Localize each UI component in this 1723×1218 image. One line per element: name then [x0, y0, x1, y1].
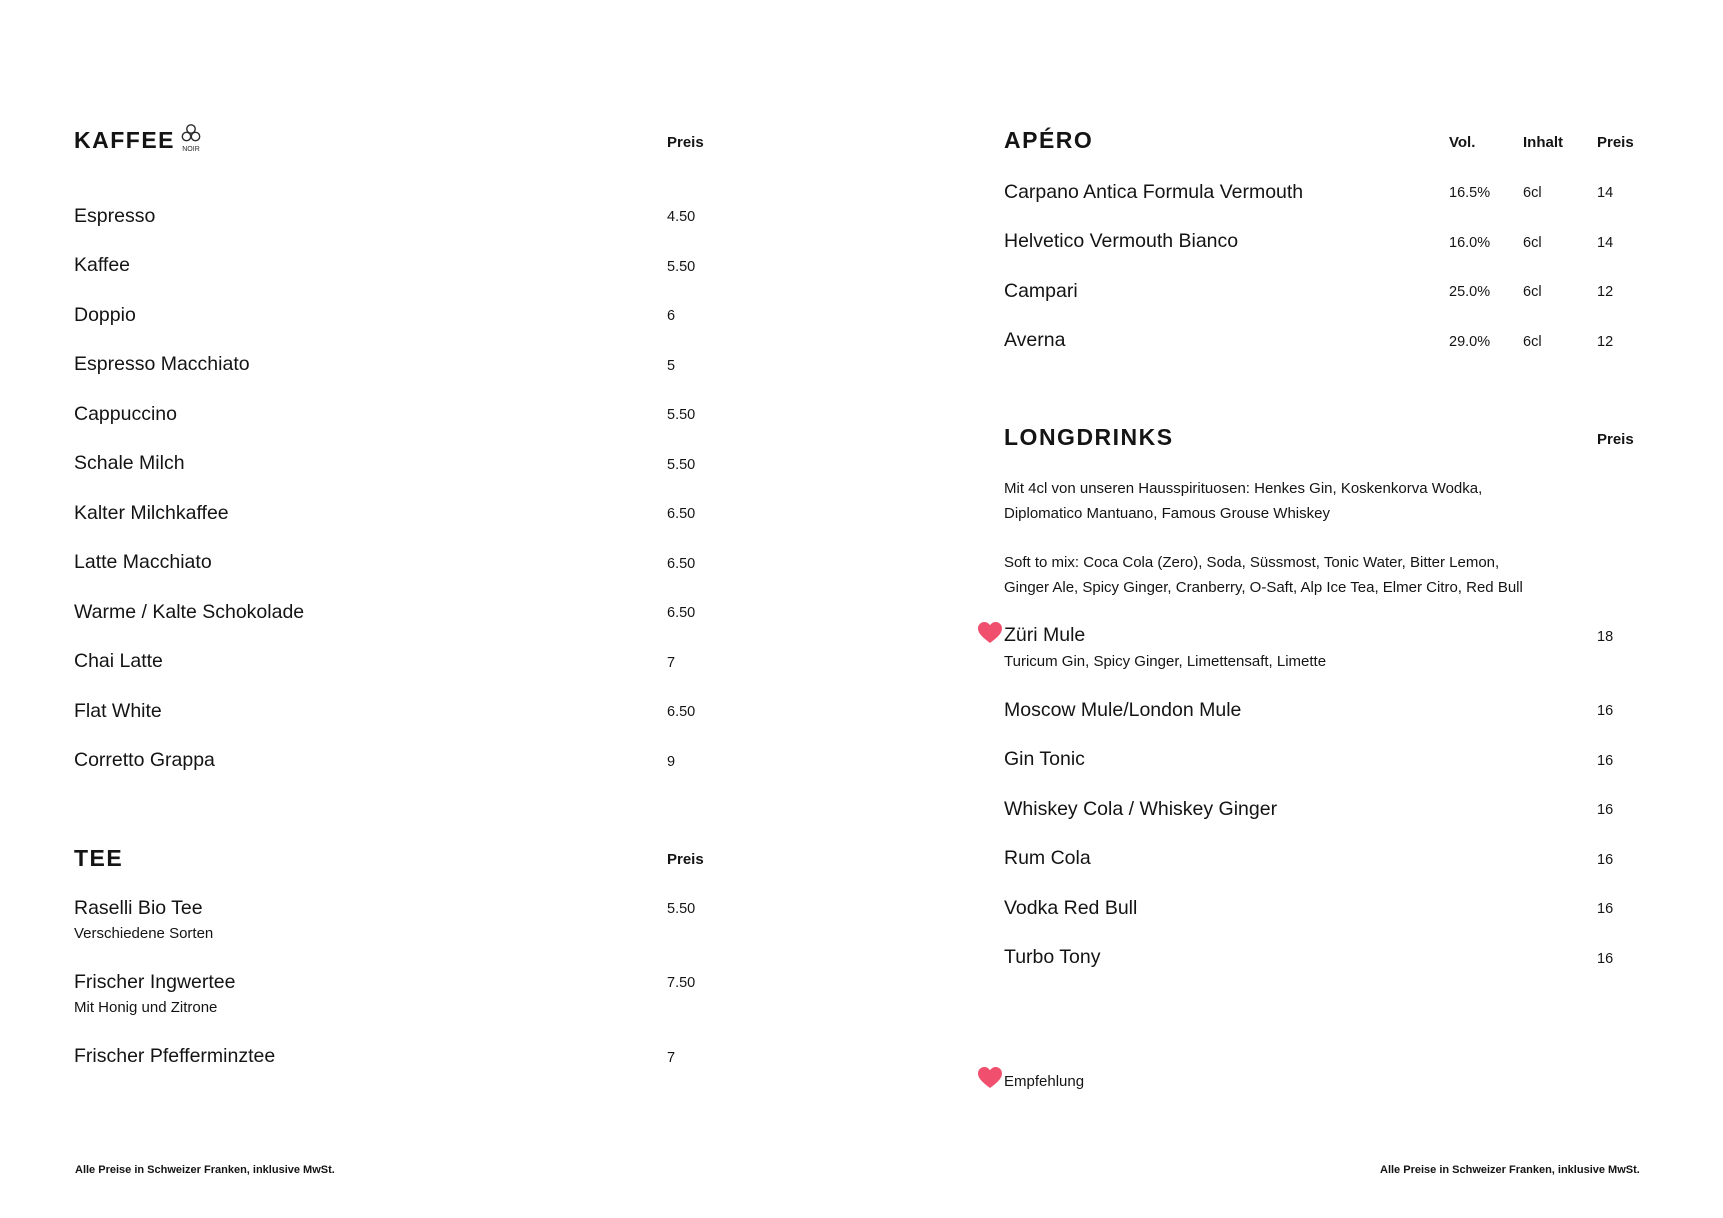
tee-item-description: Mit Honig und Zitrone: [74, 999, 218, 1016]
kaffee-item-name: Kaffee: [74, 254, 131, 276]
longdrinks-item-name: Turbo Tony: [1004, 946, 1101, 968]
apero-item-price: 14: [1597, 185, 1614, 201]
kaffee-item-price: 7: [667, 655, 676, 671]
kaffee-item-price: 5.50: [667, 259, 696, 275]
kaffee-item-name: Corretto Grappa: [74, 749, 215, 771]
kaffee-item-name: Flat White: [74, 700, 162, 722]
longdrinks-item-name: Moscow Mule/London Mule: [1004, 699, 1242, 721]
tee-item-name: Raselli Bio Tee: [74, 897, 203, 919]
apero-item-name: Helvetico Vermouth Bianco: [1004, 230, 1239, 252]
kaffee-item-name: Kalter Milchkaffee: [74, 502, 229, 524]
longdrinks-item-price: 16: [1597, 901, 1614, 917]
apero-item-inhalt: 6cl: [1523, 235, 1542, 251]
kaffee-item-price: 5.50: [667, 457, 696, 473]
apero-item-price: 12: [1597, 334, 1614, 350]
footer-right-note: Alle Preise in Schweizer Franken, inklusive MwSt.: [1380, 1164, 1640, 1176]
apero-item-name: Averna: [1004, 329, 1066, 351]
tee-price-header: Preis: [667, 851, 704, 868]
noir-logo-icon: [178, 122, 204, 154]
longdrinks-item-price: 16: [1597, 703, 1614, 719]
apero-item-price: 12: [1597, 284, 1614, 300]
kaffee-item-name: Espresso: [74, 205, 156, 227]
heart-icon: [978, 622, 1002, 644]
kaffee-title: KAFFEE: [74, 127, 175, 153]
tee-item-price: 5.50: [667, 901, 696, 917]
apero-title: APÉRO: [1004, 127, 1094, 153]
kaffee-item-name: Doppio: [74, 304, 136, 326]
kaffee-item-price: 6.50: [667, 506, 696, 522]
apero-price-header: Preis: [1597, 134, 1634, 151]
kaffee-item-name: Cappuccino: [74, 403, 177, 425]
longdrinks-item-price: 16: [1597, 753, 1614, 769]
apero-item-name: Campari: [1004, 280, 1078, 302]
apero-item-inhalt: 6cl: [1523, 185, 1542, 201]
kaffee-item-price: 9: [667, 754, 676, 770]
longdrinks-title: LONGDRINKS: [1004, 424, 1174, 450]
kaffee-item-price: 5.50: [667, 407, 696, 423]
longdrinks-spirits-note: [1004, 476, 1482, 526]
kaffee-price-header: Preis: [667, 134, 704, 151]
legend-label: Empfehlung: [1004, 1073, 1085, 1090]
longdrinks-item-name: Vodka Red Bull: [1004, 897, 1138, 919]
apero-inhalt-header: Inhalt: [1523, 134, 1563, 151]
apero-item-inhalt: 6cl: [1523, 334, 1542, 350]
longdrinks-price-header: Preis: [1597, 431, 1634, 448]
longdrinks-item-price: 16: [1597, 951, 1614, 967]
tee-item-price: 7: [667, 1050, 676, 1066]
tee-title: TEE: [74, 845, 124, 871]
note-line: Soft to mix: Coca Cola (Zero), Soda, Süssmost, Tonic Water, Bitter Lemon,: [1004, 554, 1500, 571]
apero-item-name: Carpano Antica Formula Vermouth: [1004, 181, 1304, 203]
kaffee-item-price: 6.50: [667, 556, 696, 572]
kaffee-item-name: Warme / Kalte Schokolade: [74, 601, 305, 623]
longdrinks-item-name: Rum Cola: [1004, 847, 1091, 869]
note-line: Diplomatico Mantuano, Famous Grouse Whiskey: [1004, 505, 1330, 522]
apero-item-vol: 29.0%: [1449, 334, 1491, 350]
kaffee-item-name: Latte Macchiato: [74, 551, 212, 573]
longdrinks-item-description: Turicum Gin, Spicy Ginger, Limettensaft, Limette: [1004, 653, 1327, 670]
note-line: Mit 4cl von unseren Hausspirituosen: Henkes Gin, Koskenkorva Wodka,: [1004, 480, 1483, 497]
kaffee-item-price: 6: [667, 308, 676, 324]
longdrinks-item-name: Gin Tonic: [1004, 748, 1085, 770]
longdrinks-item-price: 16: [1597, 852, 1614, 868]
svg-text:NOIR: NOIR: [182, 146, 200, 153]
longdrinks-soft-note: [1004, 550, 1523, 600]
longdrinks-item-price: 18: [1597, 629, 1614, 645]
apero-vol-header: Vol.: [1449, 134, 1476, 151]
kaffee-item-name: Espresso Macchiato: [74, 353, 250, 375]
longdrinks-item-name: Whiskey Cola / Whiskey Ginger: [1004, 798, 1278, 820]
tee-item-name: Frischer Ingwertee: [74, 971, 236, 993]
note-line: Ginger Ale, Spicy Ginger, Cranberry, O-Saft, Alp Ice Tea, Elmer Citro, Red Bull: [1004, 579, 1523, 596]
longdrinks-item-name: Züri Mule: [1004, 624, 1086, 646]
apero-item-price: 14: [1597, 235, 1614, 251]
tee-item-description: Verschiedene Sorten: [74, 925, 214, 942]
apero-item-vol: 16.0%: [1449, 235, 1491, 251]
kaffee-item-price: 6.50: [667, 605, 696, 621]
kaffee-item-price: 5: [667, 358, 676, 374]
longdrinks-item-price: 16: [1597, 802, 1614, 818]
tee-item-price: 7.50: [667, 975, 696, 991]
tee-item-name: Frischer Pfefferminztee: [74, 1045, 276, 1067]
apero-item-vol: 16.5%: [1449, 185, 1491, 201]
kaffee-item-name: Chai Latte: [74, 650, 163, 672]
kaffee-item-price: 4.50: [667, 209, 696, 225]
kaffee-item-name: Schale Milch: [74, 452, 185, 474]
heart-icon: [978, 1067, 1002, 1089]
apero-item-vol: 25.0%: [1449, 284, 1491, 300]
kaffee-item-price: 6.50: [667, 704, 696, 720]
apero-item-inhalt: 6cl: [1523, 284, 1542, 300]
footer-left-note: Alle Preise in Schweizer Franken, inklusive MwSt.: [75, 1164, 335, 1176]
